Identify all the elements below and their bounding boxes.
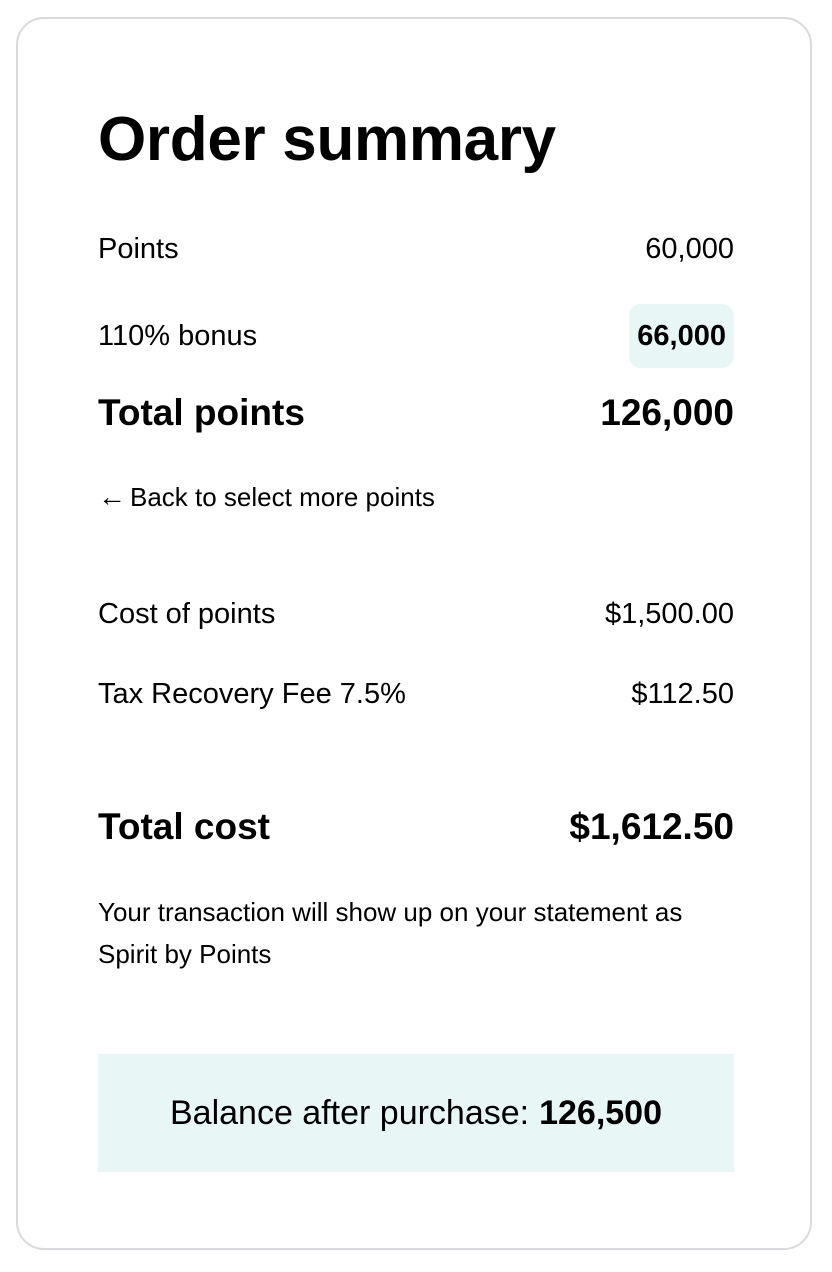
bonus-row [98,304,734,368]
balance-after-purchase-box [98,1054,734,1172]
page-title: Order summary [98,105,556,174]
cost-of-points-row [98,596,734,632]
cost-of-points-value: $1,500.00 [604,598,734,630]
tax-fee-label: Tax Recovery Fee 7.5% [98,678,406,710]
points-value: 60,000 [645,233,734,265]
bonus-label: 110% bonus [98,320,258,352]
tax-fee-row [98,676,734,712]
points-label: Points [98,233,179,265]
total-points-row [98,391,734,435]
balance-value: 126,500 [539,1093,662,1132]
points-row [98,231,734,267]
bonus-value-badge: 66,000 [629,304,734,368]
balance-label: Balance after purchase: [169,1093,530,1132]
back-to-select-points-link[interactable] [98,481,734,513]
total-cost-value: $1,612.50 [569,806,734,847]
total-cost-label: Total cost [98,806,270,847]
total-points-value: 126,000 [600,392,734,433]
arrow-left-icon: ← [98,481,126,512]
statement-note: Your transaction will show up on your statement as Spirit by Points [98,897,683,969]
total-cost-row [98,805,734,849]
cost-of-points-label: Cost of points [98,598,276,630]
back-link-label: Back to select more points [130,482,435,512]
total-points-label: Total points [98,392,305,433]
tax-fee-value: $112.50 [631,678,734,710]
order-summary-card [16,17,812,1250]
